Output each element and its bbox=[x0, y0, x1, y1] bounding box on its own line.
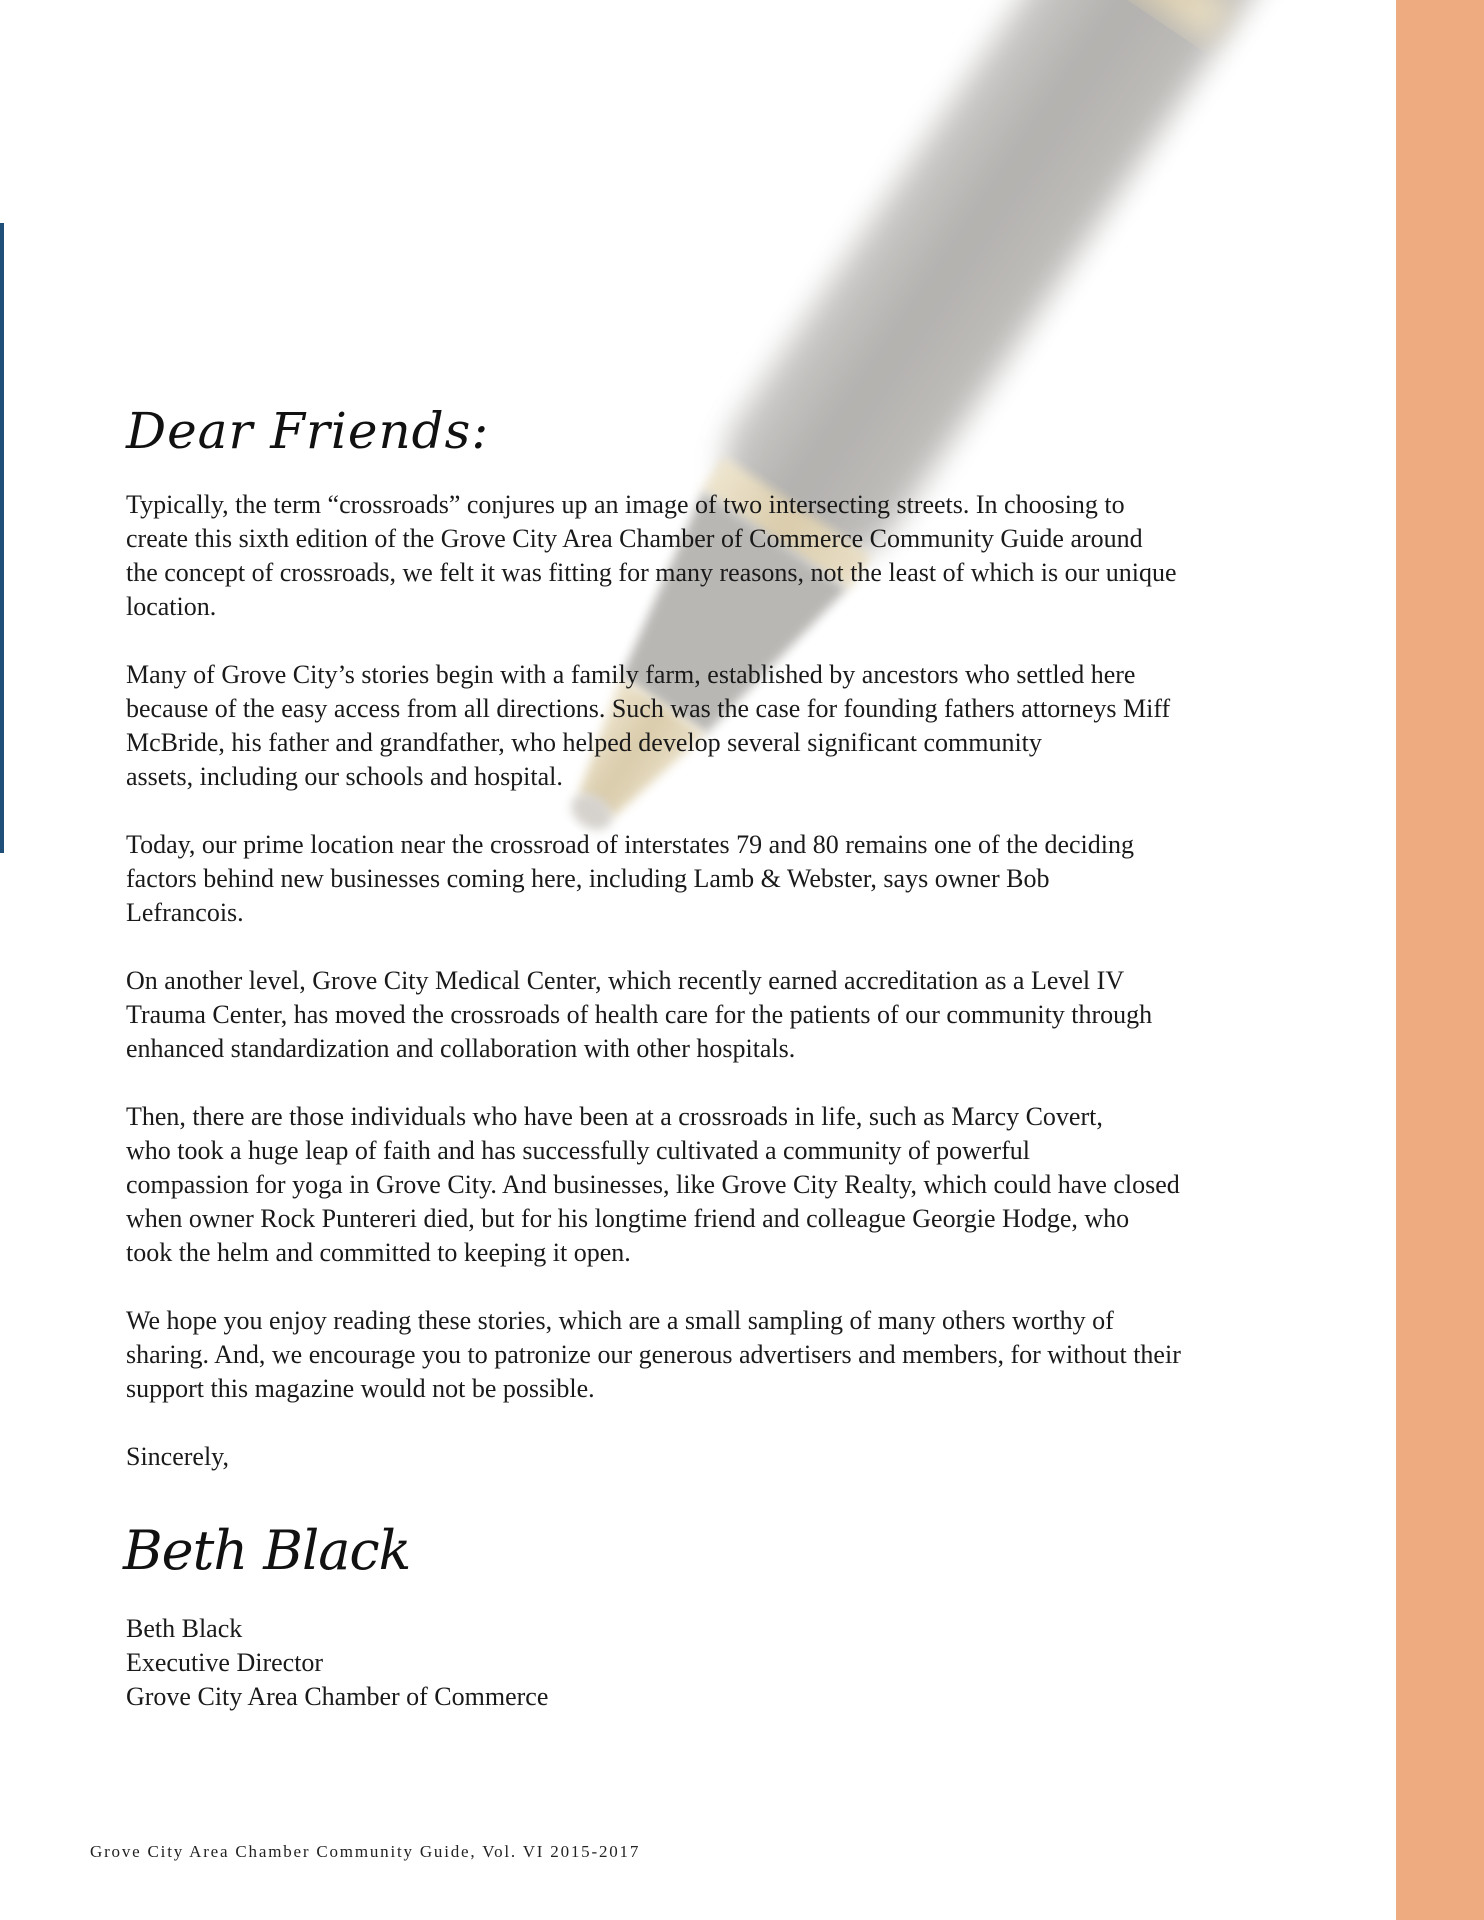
paragraph-line: factors behind new businesses coming here, including Lamb & Webster, says owner Bob bbox=[126, 864, 1050, 893]
paragraph bbox=[126, 964, 1276, 1066]
paragraph bbox=[126, 658, 1276, 794]
paragraph bbox=[126, 1100, 1276, 1270]
paragraph-line: enhanced standardization and collaboration with other hospitals. bbox=[126, 1034, 796, 1063]
letter-body bbox=[123, 398, 1276, 1714]
left-accent-bar bbox=[0, 223, 4, 853]
paragraph-line: location. bbox=[126, 592, 217, 621]
paragraph-line: Lefrancois. bbox=[126, 898, 244, 927]
signer-block bbox=[126, 1612, 1276, 1714]
paragraph-line: sharing. And, we encourage you to patronize our generous advertisers and members, for without their bbox=[126, 1340, 1181, 1369]
signer-organization: Grove City Area Chamber of Commerce bbox=[126, 1682, 549, 1711]
paragraph-line: We hope you enjoy reading these stories, which are a small sampling of many others worthy of bbox=[126, 1306, 1114, 1335]
paragraph-line: compassion for yoga in Grove City. And businesses, like Grove City Realty, which could have closed bbox=[126, 1170, 1180, 1199]
paragraph bbox=[126, 488, 1276, 624]
paragraph-line: Many of Grove City’s stories begin with a family farm, established by ancestors who settled here bbox=[126, 660, 1136, 689]
page-footer: Grove City Area Chamber Community Guide, Vol. VI 2015-2017 bbox=[90, 1842, 641, 1861]
paragraph-line: when owner Rock Puntereri died, but for his longtime friend and colleague Georgie Hodge, who bbox=[126, 1204, 1130, 1233]
paragraph-line: took the helm and committed to keeping it open. bbox=[126, 1238, 631, 1267]
paragraph bbox=[126, 828, 1276, 930]
paragraph-line: McBride, his father and grandfather, who helped develop several significant community bbox=[126, 728, 1042, 757]
accent-stripe bbox=[1396, 0, 1484, 1920]
greeting: Dear Friends: bbox=[126, 402, 490, 460]
signature: Beth Black bbox=[123, 1519, 411, 1582]
paragraph-line: On another level, Grove City Medical Center, which recently earned accreditation as a Level IV bbox=[126, 966, 1125, 995]
paragraph-line: who took a huge leap of faith and has successfully cultivated a community of powerful bbox=[126, 1136, 1030, 1165]
paragraph-line: create this sixth edition of the Grove City Area Chamber of Commerce Community Guide around bbox=[126, 524, 1143, 553]
signer-name: Beth Black bbox=[126, 1614, 243, 1643]
paragraph bbox=[126, 1304, 1276, 1406]
paragraph-line: support this magazine would not be possible. bbox=[126, 1374, 595, 1403]
paragraph-line: because of the easy access from all directions. Such was the case for founding fathers attorneys Miff bbox=[126, 694, 1171, 723]
paragraph-line: Typically, the term “crossroads” conjures up an image of two intersecting streets. In choosing to bbox=[126, 490, 1125, 519]
paragraph-line: Then, there are those individuals who have been at a crossroads in life, such as Marcy Covert, bbox=[126, 1102, 1103, 1131]
paragraph-line: Today, our prime location near the crossroad of interstates 79 and 80 remains one of the deciding bbox=[126, 830, 1135, 859]
paragraph-line: assets, including our schools and hospital. bbox=[126, 762, 563, 791]
closing: Sincerely, bbox=[126, 1442, 229, 1471]
paragraph-line: Trauma Center, has moved the crossroads of health care for the patients of our community through bbox=[126, 1000, 1153, 1029]
signer-title: Executive Director bbox=[126, 1648, 324, 1677]
paragraph-line: the concept of crossroads, we felt it was fitting for many reasons, not the least of which is our unique bbox=[126, 558, 1177, 587]
